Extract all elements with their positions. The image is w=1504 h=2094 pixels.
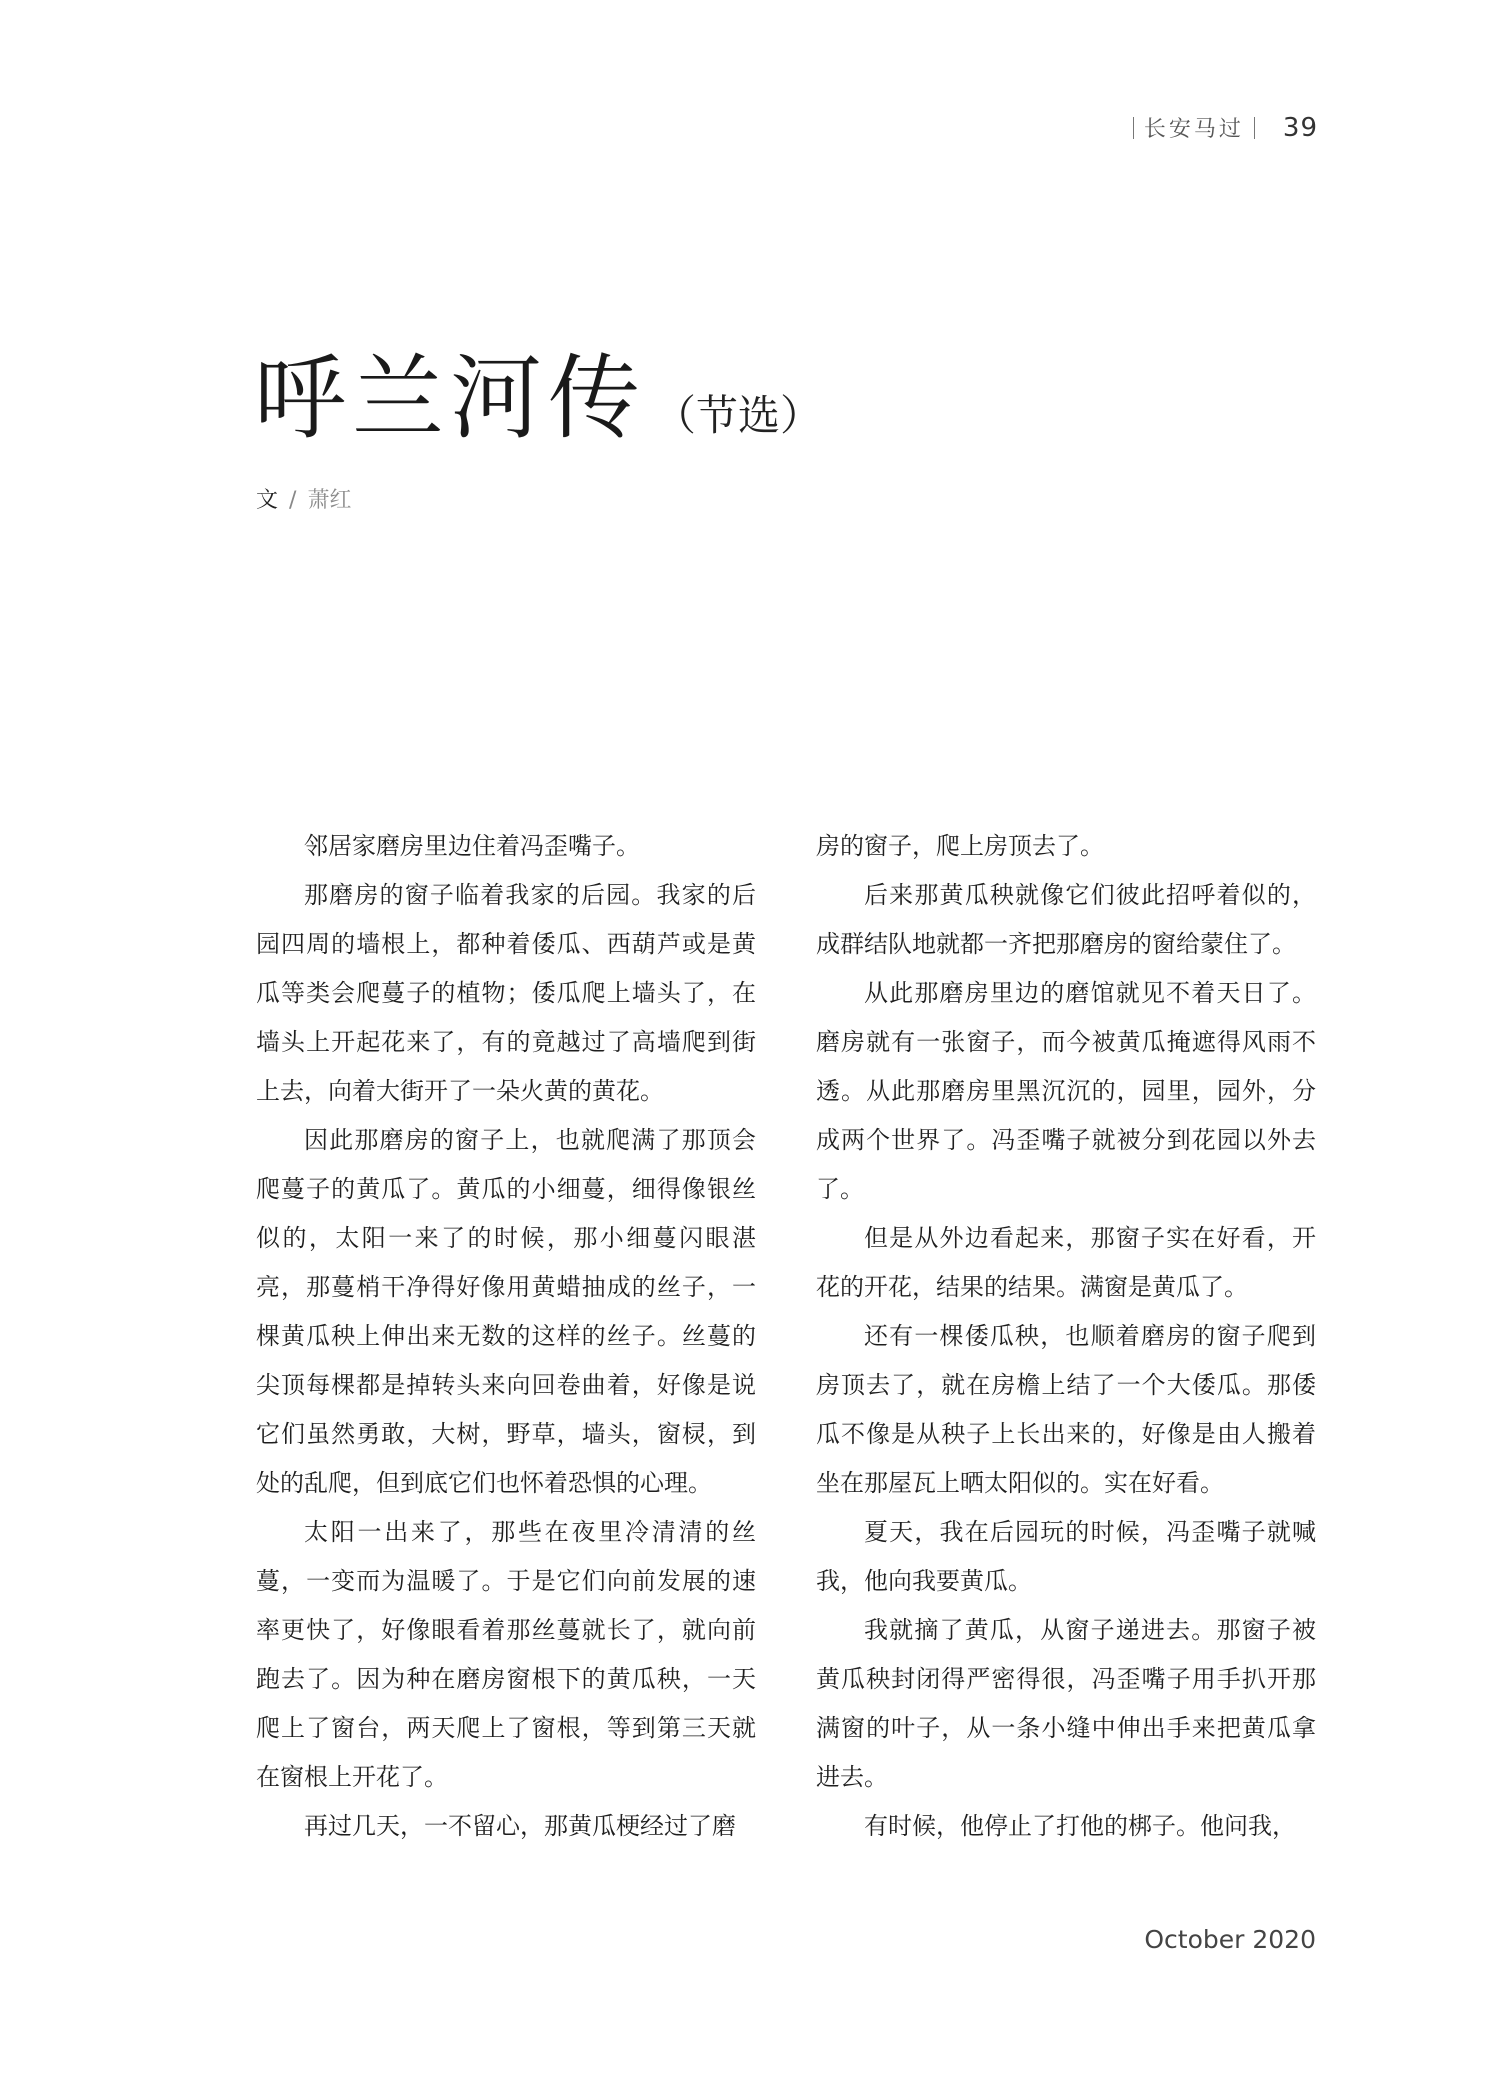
left-column — [256, 822, 756, 1851]
paragraph: 那磨房的窗子临着我家的后园。我家的后园四周的墙根上，都种着倭瓜、西葫芦或是黄瓜等类会爬蔓子的植物；倭瓜爬上墙头了，在墙头上开起花来了，有的竟越过了高墙爬到街上去，向着大街开了一朵火黄的黄花。 — [256, 881, 756, 1105]
paragraph: 太阳一出来了，那些在夜里冷清清的丝蔓，一变而为温暖了。于是它们向前发展的速率更快了，好像眼看着那丝蔓就长了，就向前跑去了。因为种在磨房窗根下的黄瓜秧，一天爬上了窗台，两天爬上了窗根，等到第三天就在窗根上开花了。 — [256, 1518, 756, 1791]
article-title-block — [254, 325, 822, 457]
issue-date: October 2020 — [1144, 1925, 1316, 1954]
page-number: 39 — [1282, 112, 1318, 143]
byline-label: 文 — [256, 488, 279, 513]
section-name: 长安马过 — [1143, 117, 1244, 142]
paragraph: 邻居家磨房里边住着冯歪嘴子。 — [304, 832, 640, 860]
paragraph: 夏天，我在后园玩的时候，冯歪嘴子就喊我，他向我要黄瓜。 — [816, 1518, 1316, 1595]
article-title: 呼兰河传 — [254, 345, 647, 452]
article-subtitle: （节选） — [654, 391, 823, 440]
paragraph: 还有一棵倭瓜秧，也顺着磨房的窗子爬到房顶去了，就在房檐上结了一个大倭瓜。那倭瓜不像是从秧子上长出来的，好像是由人搬着坐在那屋瓦上晒太阳似的。实在好看。 — [816, 1322, 1316, 1497]
byline — [256, 483, 351, 514]
header-divider-left — [1133, 117, 1134, 139]
right-column — [816, 822, 1316, 1851]
header-divider-right — [1254, 117, 1255, 139]
byline-slash: / — [289, 488, 297, 513]
author-name: 萧红 — [307, 488, 352, 513]
paragraph: 但是从外边看起来，那窗子实在好看，开花的开花，结果的结果。满窗是黄瓜了。 — [816, 1224, 1316, 1301]
paragraph: 后来那黄瓜秧就像它们彼此招呼着似的，成群结队地就都一齐把那磨房的窗给蒙住了。 — [816, 881, 1316, 958]
paragraph-continuation: 房的窗子，爬上房顶去了。 — [816, 832, 1104, 860]
paragraph: 因此那磨房的窗子上，也就爬满了那顶会爬蔓子的黄瓜了。黄瓜的小细蔓，细得像银丝似的，太阳一来了的时候，那小细蔓闪眼湛亮，那蔓梢干净得好像用黄蜡抽成的丝子，一棵黄瓜秧上伸出来无数的这样的丝子。丝蔓的尖顶每棵都是掉转头来向回卷曲着，好像是说它们虽然勇敢，大树，野草，墙头，窗棂，到处的乱爬，但到底它们也怀着恐惧的心理。 — [256, 1126, 756, 1497]
article-body — [256, 822, 1316, 1851]
paragraph: 从此那磨房里边的磨馆就见不着天日了。磨房就有一张窗子，而今被黄瓜掩遮得风雨不透。从此那磨房里黑沉沉的，园里，园外，分成两个世界了。冯歪嘴子就被分到花园以外去了。 — [816, 979, 1316, 1203]
paragraph: 我就摘了黄瓜，从窗子递进去。那窗子被黄瓜秧封闭得严密得很，冯歪嘴子用手扒开那满窗的叶子，从一条小缝中伸出手来把黄瓜拿进去。 — [816, 1616, 1316, 1791]
running-header — [1123, 112, 1318, 143]
paragraph: 有时候，他停止了打他的梆子。他问我， — [864, 1812, 1296, 1840]
paragraph: 再过几天，一不留心，那黄瓜梗经过了磨 — [304, 1812, 736, 1840]
